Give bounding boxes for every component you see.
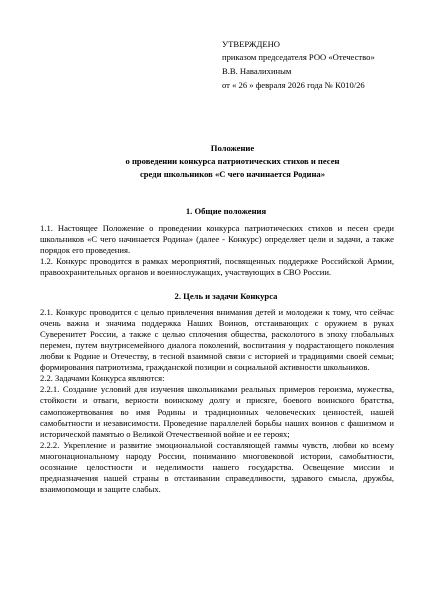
approval-block xyxy=(222,38,417,92)
paragraph-2-2-2: 2.2.2. Укрепление и развитие эмоциональной составляющей гаммы чувств, любви ко всему многонациональному народу России, пониманию многовековой истории, самобытности, осознание целостности и неделимости нашего государства. Освещение миссии и предназначения нашей страны в отстаивании справедливости, здравого смысла, дружбы, взаимопомощи и защите слабых. xyxy=(40,439,394,495)
section-1-heading: 1. Общие положения xyxy=(185,206,267,216)
document-title xyxy=(40,142,423,180)
approval-order: приказом председателя РОО «Отечество» xyxy=(222,52,375,63)
paragraph-2-1: 2.1. Конкурс проводится с целью привлечения внимания детей и молодежи к тому, что сейчас очень важна и значима поддержка Наших Воинов, отстаивающих с оружием в руках Суверенитет России, а также с целью сплочения общества, расколотого в эпоху глобальных перемен, путем внутрисемейного диалога поколений, воспитания у подрастающего поколения любви к Родине и Отечеству, в тесной взаимной связи с историей и традициями своей семьи; формирования патриотизма, гражданской позиции и социальной активности школьников. xyxy=(40,306,394,373)
title-line-2: о проведении конкурса патриотических стихов и песен xyxy=(125,155,340,166)
document-body xyxy=(40,206,394,495)
paragraph-2-2: 2.2. Задачами Конкурса являются: xyxy=(40,373,165,384)
title-line-1: Положение xyxy=(210,143,255,153)
section-2-heading: 2. Цель и задачи Конкурса xyxy=(174,290,278,301)
title-line-3: среди школьников «С чего начинается Родина» xyxy=(139,168,326,179)
paragraph-1-1: 1.1. Настоящее Положение о проведении конкурса патриотических стихов и песен среди школьников «С чего начинается Родина» (далее - Конкурс) определяет цели и задачи, а также порядок его проведения. xyxy=(40,223,394,256)
approval-signatory: В.В. Навалихиным xyxy=(222,65,292,76)
paragraph-1-2: 1.2. Конкурс проводится в рамках мероприятий, посвященных поддержке Российской Армии, правоохранительных органов и военнослужащих, участвующих в СВО России. xyxy=(40,256,394,278)
approval-title: УТВЕРЖДЕНО xyxy=(222,39,281,49)
approval-date: от « 26 » февраля 2026 года № К010/26 xyxy=(222,79,365,90)
paragraph-2-2-1: 2.2.1. Создание условий для изучения школьниками реальных примеров героизма, мужества, стойкости и отваги, верности воинскому долгу и присяге, боевого воинского братства, самопожертвования во имя Родины и традиционных человеческих ценностей, нашей самобытности и независимости. Проведение параллелей борьбы наших воинов с фашизмом и исторической памятью о Великой Отечественной войне и ее героях; xyxy=(40,384,394,439)
